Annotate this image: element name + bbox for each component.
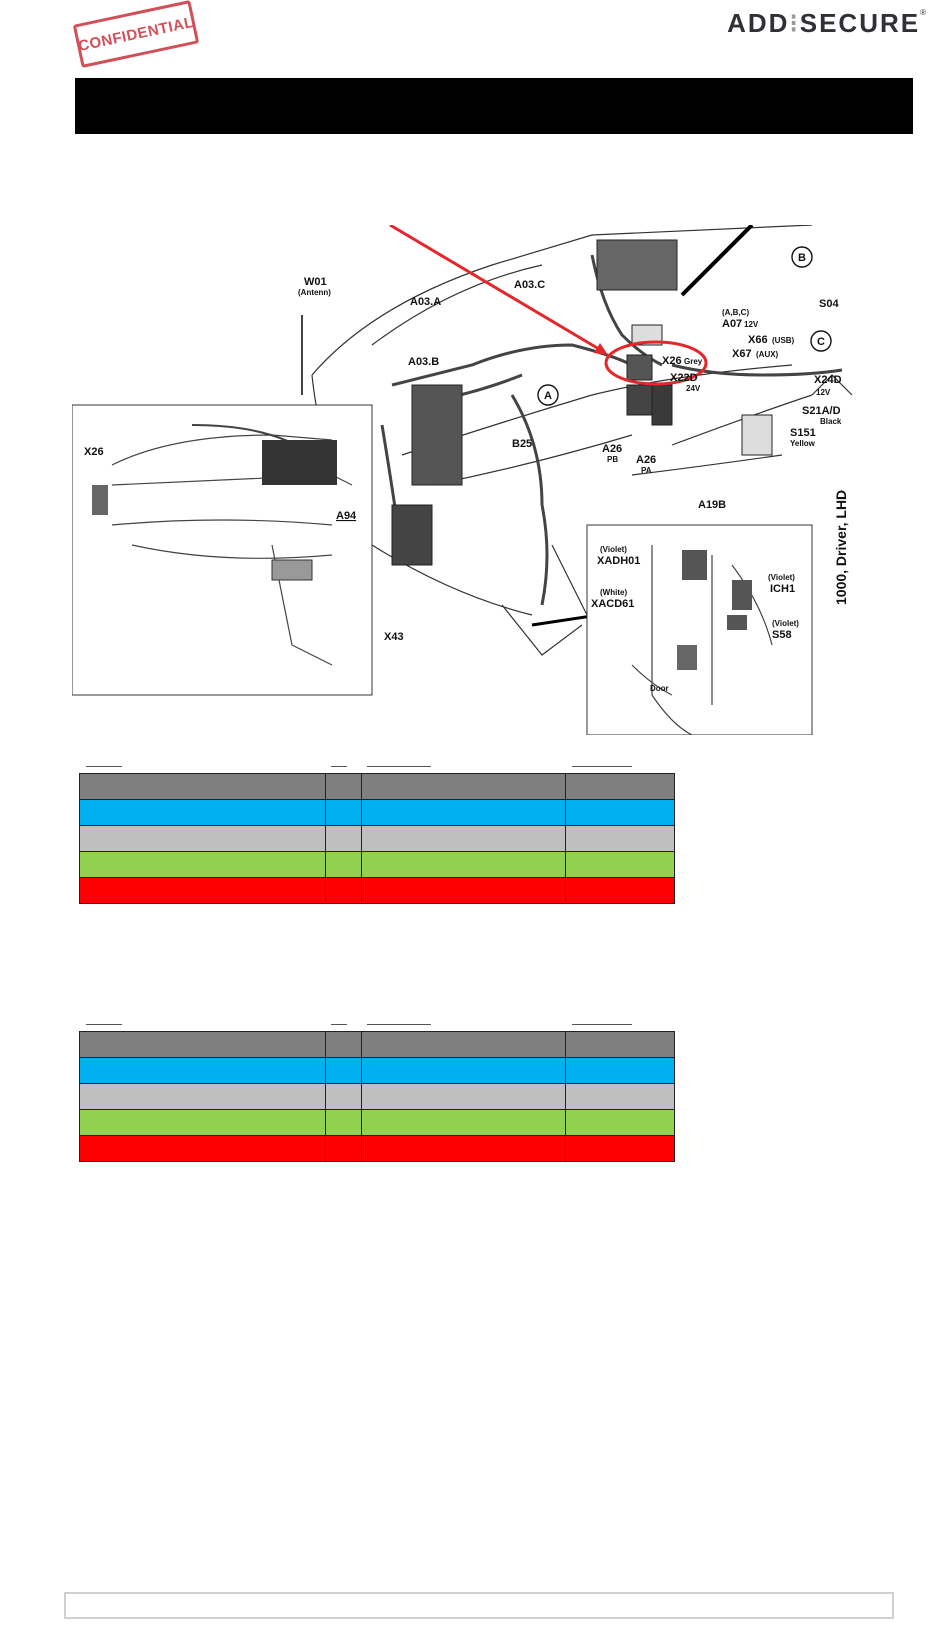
table-row	[80, 800, 675, 826]
table-row	[80, 878, 675, 904]
label-a19b: A19B	[698, 499, 727, 511]
footer-box	[64, 1592, 894, 1619]
label-pb: PB	[607, 455, 619, 464]
table-row	[80, 1058, 675, 1084]
label-aux: (AUX)	[756, 350, 779, 359]
table-header-row	[80, 747, 675, 774]
label-s58: S58	[772, 629, 792, 641]
label-a07: A07	[722, 318, 743, 330]
label-abc: (A,B,C)	[722, 308, 750, 317]
label-x24d: X24D	[814, 374, 842, 386]
label-violet-2: (Violet)	[768, 573, 795, 582]
label-b25: B25	[512, 438, 533, 450]
label-w01: W01	[304, 276, 327, 288]
label-x26: X26	[662, 355, 682, 367]
label-circle-a: A	[544, 390, 552, 402]
label-s21ad: S21A/D	[802, 405, 841, 417]
wiring-diagram	[72, 225, 882, 735]
label-pa: PA	[641, 466, 652, 475]
label-s151: S151	[790, 427, 816, 439]
label-white: (White)	[600, 588, 628, 597]
table-row	[80, 826, 675, 852]
table-row	[80, 1032, 675, 1058]
label-a03b: A03.B	[408, 356, 440, 368]
color-table-1	[79, 747, 675, 904]
label-xadh01: XADH01	[597, 555, 641, 567]
label-x43: X43	[384, 631, 404, 643]
addsecure-logo: ADD⁝SECURE®	[727, 8, 928, 38]
label-x22d: X22D	[670, 372, 698, 384]
label-x67: X67	[732, 348, 752, 360]
label-24v: 24V	[686, 384, 701, 393]
label-yellow: Yellow	[790, 439, 815, 448]
label-xacd61: XACD61	[591, 598, 635, 610]
label-usb: (USB)	[772, 336, 795, 345]
label-a26-pa: A26	[636, 454, 657, 466]
label-a03a: A03.A	[410, 296, 442, 308]
table-row	[80, 1136, 675, 1162]
confidential-stamp: CONFIDENTIAL	[73, 0, 200, 68]
label-x66: X66	[748, 334, 768, 346]
label-violet-3: (Violet)	[772, 619, 799, 628]
table-row	[80, 1084, 675, 1110]
table-row	[80, 852, 675, 878]
table-row	[80, 774, 675, 800]
table-row	[80, 1110, 675, 1136]
label-violet-1: (Violet)	[600, 545, 627, 554]
table-header-row	[80, 1005, 675, 1032]
label-12v-b: 12V	[816, 388, 831, 397]
label-a03c: A03.C	[514, 279, 546, 291]
label-12v-a: 12V	[744, 320, 759, 329]
figure-side-title: 1000, Driver, LHD	[833, 489, 849, 605]
label-inset-x26: X26	[84, 446, 104, 458]
header-bar	[75, 78, 913, 134]
label-circle-b: B	[798, 252, 806, 264]
label-antenn: (Antenn)	[298, 288, 331, 297]
label-ich1: ICH1	[770, 583, 796, 595]
label-circle-c: C	[817, 336, 825, 348]
label-s04: S04	[819, 298, 839, 310]
label-a94: A94	[336, 510, 357, 522]
label-grey: Grey	[684, 357, 703, 366]
label-a26-pb: A26	[602, 443, 623, 455]
label-door: Door	[650, 684, 669, 693]
color-table-2	[79, 1005, 675, 1162]
label-black: Black	[820, 417, 842, 426]
